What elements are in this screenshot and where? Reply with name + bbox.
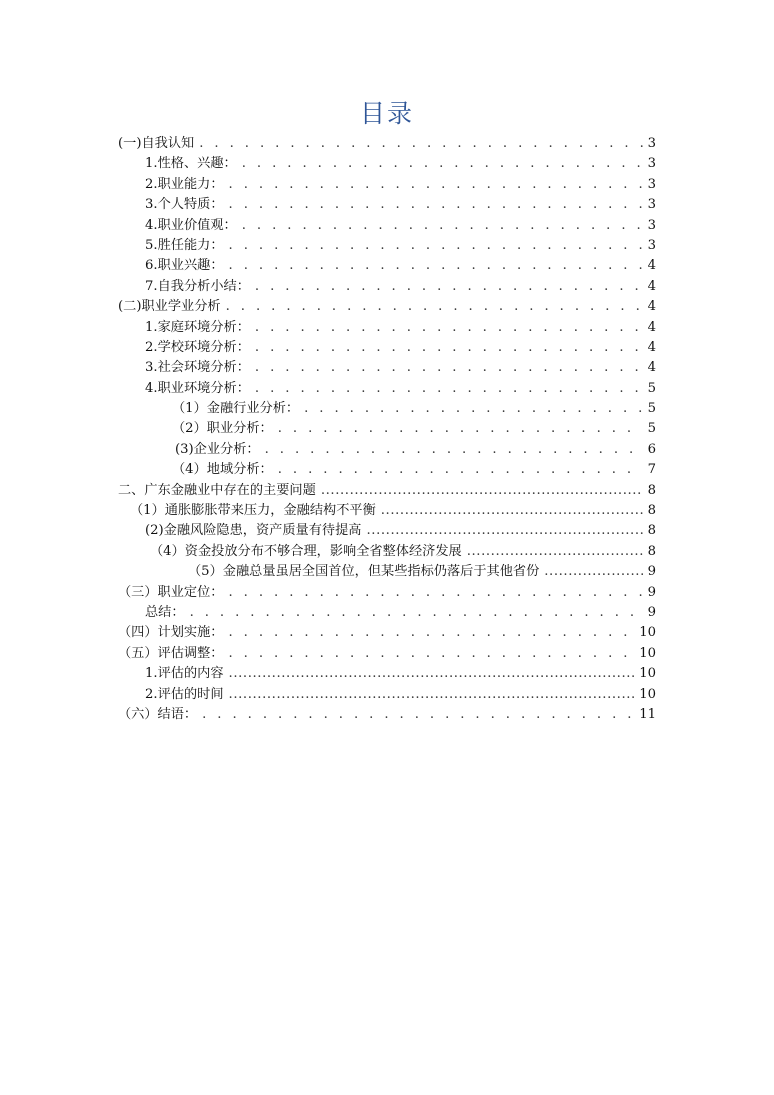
toc-entry[interactable] — [0, 175, 774, 195]
toc-entry-text: 4.职业价值观： — [145, 217, 237, 233]
toc-page-number: 5 — [647, 401, 656, 417]
toc-entry-text: 2.职业能力： — [145, 176, 224, 192]
toc-entry-text: 4.职业环境分析： — [145, 380, 250, 396]
toc-entry-text: （4）资金投放分布不够合理，影响全省整体经济发展 — [150, 543, 462, 559]
toc-entry-text: （4）地域分析： — [172, 462, 273, 478]
toc-entry[interactable] — [0, 644, 774, 664]
toc-page-number: 4 — [647, 339, 656, 355]
toc-entry[interactable] — [0, 603, 774, 623]
toc-page-number: 8 — [647, 503, 656, 519]
toc-page-number: 3 — [647, 136, 656, 151]
toc-title: 目录 — [359, 99, 414, 128]
toc-entry[interactable] — [0, 256, 774, 276]
toc-entry[interactable] — [0, 379, 774, 399]
toc-dot-leader — [467, 542, 643, 562]
toc-dot-leader — [229, 195, 643, 215]
toc-page-number: 10 — [639, 645, 656, 661]
toc-entry-text: 5.胜任能力： — [145, 237, 224, 253]
toc-entry-text: (2)金融风险隐患，资产质量有待提高 — [145, 523, 362, 539]
toc-entry-text: （1）金融行业分析： — [172, 401, 300, 417]
toc-entry[interactable] — [0, 623, 774, 643]
toc-dot-leader — [229, 256, 643, 276]
toc-entry[interactable] — [0, 685, 774, 705]
toc-entry[interactable] — [0, 297, 774, 317]
toc-entry-text: （五）评估调整： — [118, 645, 224, 661]
toc-entry-text: 6.职业兴趣： — [145, 258, 224, 274]
toc-page-number: 8 — [647, 543, 656, 559]
toc-entry[interactable] — [0, 501, 774, 521]
toc-page-number: 4 — [647, 278, 656, 294]
toc-entry[interactable] — [0, 277, 774, 297]
toc-entry-text: （1）通胀膨胀带来压力，金融结构不平衡 — [130, 503, 376, 519]
toc-entry[interactable] — [0, 562, 774, 582]
toc-entry[interactable] — [0, 440, 774, 460]
toc-page-number: 9 — [647, 604, 656, 620]
toc-entry-text: 1.性格、兴趣： — [145, 156, 237, 172]
toc-page-number: 6 — [647, 441, 656, 457]
toc-entry-text: 3.个人特质： — [145, 197, 224, 213]
toc-dot-leader — [255, 379, 643, 399]
toc-dot-leader — [367, 521, 643, 541]
toc-entry-text: (二)职业学业分析 — [118, 299, 221, 315]
toc-dot-leader — [229, 583, 643, 603]
toc-page-number: 10 — [639, 625, 656, 641]
toc-dot-leader — [229, 175, 643, 195]
toc-dot-leader — [381, 501, 643, 521]
toc-entry-text: 1.家庭环境分析： — [145, 319, 250, 335]
toc-list — [0, 134, 774, 725]
toc-dot-leader — [229, 644, 635, 664]
toc-page-number: 5 — [647, 421, 656, 437]
toc-entry-text: （2）职业分析： — [172, 421, 273, 437]
toc-dot-leader — [199, 134, 642, 154]
toc-page-number: 9 — [647, 564, 656, 580]
toc-entry-text: 总结： — [145, 604, 185, 620]
toc-entry-text: 二、广东金融业中存在的主要问题 — [118, 482, 316, 498]
toc-page-number: 8 — [647, 523, 656, 539]
toc-entry[interactable] — [0, 460, 774, 480]
toc-entry[interactable] — [0, 542, 774, 562]
toc-entry[interactable] — [0, 318, 774, 338]
toc-entry[interactable] — [0, 583, 774, 603]
toc-dot-leader — [278, 419, 643, 439]
toc-dot-leader — [242, 216, 643, 236]
toc-entry[interactable] — [0, 419, 774, 439]
toc-page-number: 4 — [647, 360, 656, 376]
toc-page-number: 3 — [647, 217, 656, 233]
toc-page-number: 3 — [647, 197, 656, 213]
toc-entry-text: (一)自我认知 — [118, 136, 195, 151]
toc-dot-leader — [226, 297, 643, 317]
toc-page-number: 4 — [647, 258, 656, 274]
toc-page-number: 3 — [647, 156, 656, 172]
toc-entry-text: （三）职业定位： — [118, 584, 224, 600]
toc-dot-leader — [229, 623, 635, 643]
toc-page-number: 9 — [647, 584, 656, 600]
toc-entry[interactable] — [0, 521, 774, 541]
toc-entry[interactable] — [0, 399, 774, 419]
toc-dot-leader — [255, 358, 643, 378]
toc-dot-leader — [202, 705, 634, 725]
toc-dot-leader — [304, 399, 643, 419]
toc-entry[interactable] — [0, 358, 774, 378]
toc-dot-leader — [229, 685, 635, 705]
toc-entry[interactable] — [0, 236, 774, 256]
toc-dot-leader — [255, 338, 643, 358]
toc-entry-text: 2.学校环境分析： — [145, 339, 250, 355]
toc-page-number: 10 — [639, 686, 656, 702]
toc-dot-leader — [278, 460, 643, 480]
toc-dot-leader — [544, 562, 642, 582]
toc-entry[interactable] — [0, 481, 774, 501]
toc-dot-leader — [229, 664, 635, 684]
toc-dot-leader — [229, 236, 643, 256]
toc-page-number: 8 — [647, 482, 656, 498]
toc-page-number: 11 — [639, 706, 656, 722]
toc-page-number: 7 — [647, 462, 656, 478]
toc-entry-text: 2.评估的时间 — [145, 686, 224, 702]
toc-dot-leader — [255, 277, 643, 297]
toc-page-number: 3 — [647, 237, 656, 253]
toc-dot-leader — [242, 154, 643, 174]
toc-page-number: 4 — [647, 319, 656, 335]
toc-entry-text: (3)企业分析： — [175, 441, 260, 457]
toc-dot-leader — [265, 440, 643, 460]
toc-page-number: 4 — [647, 299, 656, 315]
toc-entry[interactable] — [0, 705, 774, 725]
toc-entry-text: 3.社会环境分析： — [145, 360, 250, 376]
toc-entry[interactable] — [0, 154, 774, 174]
toc-entry[interactable] — [0, 195, 774, 215]
toc-page-number: 5 — [647, 380, 656, 396]
toc-dot-leader — [321, 481, 643, 501]
toc-dot-leader — [255, 318, 643, 338]
toc-dot-leader — [190, 603, 643, 623]
toc-page-number: 3 — [647, 176, 656, 192]
toc-page-number: 10 — [639, 666, 656, 682]
toc-entry[interactable] — [0, 338, 774, 358]
toc-entry-text: 7.自我分析小结： — [145, 278, 250, 294]
toc-entry-text: （四）计划实施： — [118, 625, 224, 641]
toc-entry-text: 1.评估的内容 — [145, 666, 224, 682]
toc-entry-text: （5）金融总量虽居全国首位，但某些指标仍落后于其他省份 — [188, 564, 540, 580]
toc-entry[interactable] — [0, 216, 774, 236]
toc-entry[interactable] — [0, 664, 774, 684]
toc-entry-text: （六）结语： — [118, 706, 198, 722]
toc-entry[interactable] — [0, 134, 774, 154]
